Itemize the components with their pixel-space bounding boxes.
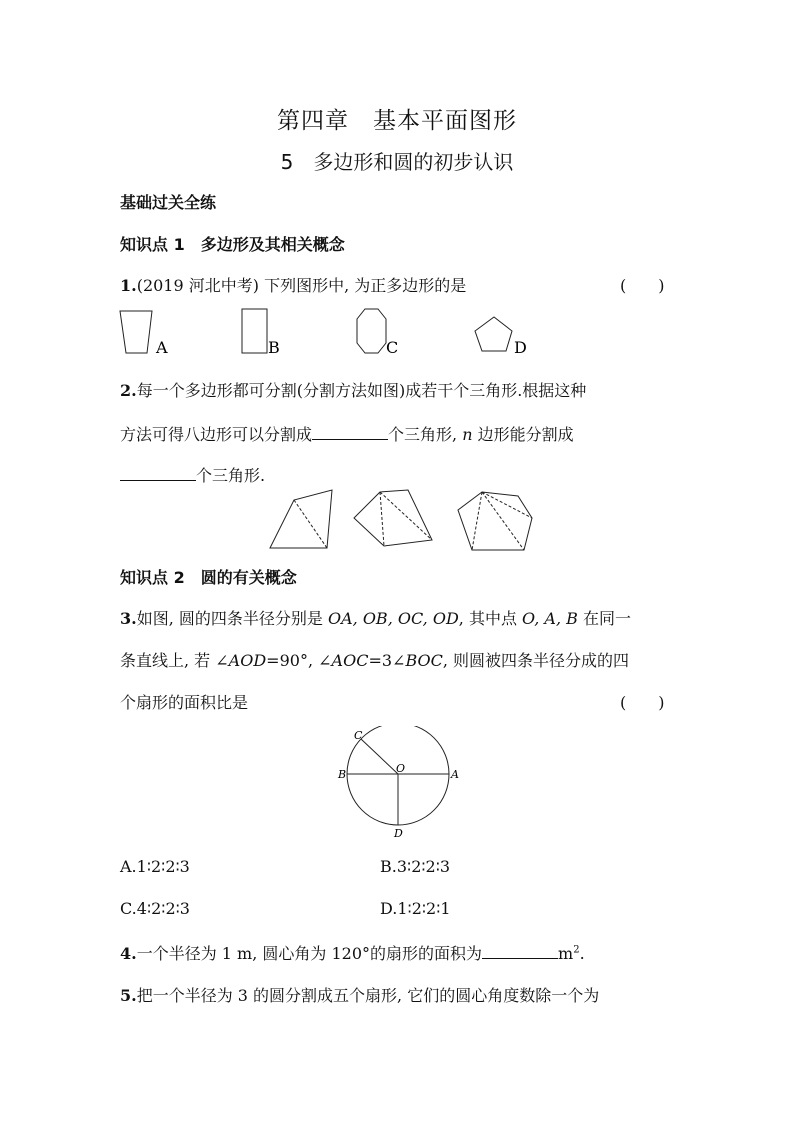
option-b-label: B bbox=[268, 338, 280, 357]
answer-blank[interactable] bbox=[482, 944, 558, 959]
question-3-line-2 bbox=[120, 648, 629, 671]
pentagon-figure bbox=[475, 317, 512, 351]
chapter-title: 第四章 基本平面图形 bbox=[277, 108, 517, 134]
question-3-text-2a: 条直线上, 若 ∠ bbox=[120, 651, 229, 670]
question-2-line-3 bbox=[120, 463, 265, 486]
question-2-text-2c: 边形能分割成 bbox=[472, 425, 574, 444]
option-a-label: A bbox=[156, 338, 168, 357]
rectangle-figure bbox=[242, 309, 267, 353]
option-d-label: D bbox=[514, 338, 527, 357]
question-3-answer-paren: ( ) bbox=[620, 693, 665, 712]
point-d-label: D bbox=[394, 827, 403, 840]
question-4-number: 4. bbox=[120, 944, 137, 963]
answer-blank[interactable] bbox=[312, 425, 388, 440]
knowledge-point-1-heading: 知识点 1 多边形及其相关概念 bbox=[120, 235, 345, 254]
question-2-text-2a: 方法可得八边形可以分割成 bbox=[120, 425, 313, 444]
question-1 bbox=[120, 273, 466, 296]
question-3-text-1c: 在同一 bbox=[577, 609, 631, 628]
question-4-end: . bbox=[579, 944, 585, 963]
question-2-line-1 bbox=[120, 378, 586, 401]
question-3-text-2b: =90°, ∠ bbox=[266, 651, 332, 670]
question-1-text: (2019 河北中考) 下列图形中, 为正多边形的是 bbox=[136, 276, 467, 295]
option-b: B.3∶2∶2∶3 bbox=[380, 857, 451, 876]
question-3-line-3: 个扇形的面积比是 bbox=[120, 693, 249, 712]
question-4 bbox=[120, 941, 585, 964]
question-3-points: O, A, B bbox=[522, 609, 578, 628]
point-c-label: C bbox=[354, 729, 363, 742]
question-2-number: 2. bbox=[120, 381, 137, 400]
angle-aod: AOD bbox=[228, 651, 267, 670]
question-2-text-1: 每一个多边形都可分割(分割方法如图)成若干个三角形.根据这种 bbox=[136, 381, 587, 400]
question-2-text-2b: 个三角形, bbox=[388, 425, 463, 444]
question-1-number: 1. bbox=[120, 276, 137, 295]
question-3-line-1 bbox=[120, 606, 631, 629]
question-2-variable-n: n bbox=[462, 425, 473, 444]
point-o-label: O bbox=[396, 762, 406, 775]
question-3-number: 3. bbox=[120, 609, 137, 628]
polygon-division-figures bbox=[262, 488, 552, 554]
question-5-number: 5. bbox=[120, 986, 137, 1005]
knowledge-point-2-heading: 知识点 2 圆的有关概念 bbox=[120, 568, 297, 587]
angle-aoc: AOC bbox=[331, 651, 369, 670]
option-c-label: C bbox=[386, 338, 399, 357]
option-a: A.1∶2∶2∶3 bbox=[120, 857, 190, 876]
question-3-text-2d: , 则圆被四条半径分成的四 bbox=[442, 651, 630, 670]
octagon-figure bbox=[357, 309, 386, 353]
angle-boc: BOC bbox=[405, 651, 443, 670]
question-2-line-2 bbox=[120, 422, 574, 445]
question-3-text-1b: , 其中点 bbox=[458, 609, 523, 628]
question-3-text-1a: 如图, 圆的四条半径分别是 bbox=[136, 609, 328, 628]
question-4-unit-exponent: 2 bbox=[573, 944, 580, 956]
question-1-figures bbox=[110, 305, 550, 363]
option-d: D.1∶2∶2∶1 bbox=[380, 899, 451, 918]
section-heading-basic: 基础过关全练 bbox=[120, 193, 217, 212]
circle-figure bbox=[330, 726, 470, 844]
answer-blank[interactable] bbox=[120, 466, 196, 481]
question-5-text: 把一个半径为 3 的圆分割成五个扇形, 它们的圆心角度数除一个为 bbox=[136, 986, 600, 1005]
question-1-answer-paren: ( ) bbox=[620, 276, 665, 295]
point-b-label: B bbox=[338, 768, 347, 781]
question-3-text-2c: =3∠ bbox=[368, 651, 406, 670]
lesson-title: 5 多边形和圆的初步认识 bbox=[280, 150, 514, 174]
point-a-label: A bbox=[451, 768, 459, 781]
question-4-unit: m bbox=[558, 944, 574, 963]
option-c: C.4∶2∶2∶3 bbox=[120, 899, 190, 918]
question-2-text-3: 个三角形. bbox=[196, 466, 266, 485]
question-3-radii: OA, OB, OC, OD bbox=[327, 609, 459, 628]
trapezoid-figure bbox=[120, 311, 152, 353]
question-4-text: 一个半径为 1 m, 圆心角为 120°的扇形的面积为 bbox=[136, 944, 483, 963]
question-5 bbox=[120, 983, 599, 1006]
